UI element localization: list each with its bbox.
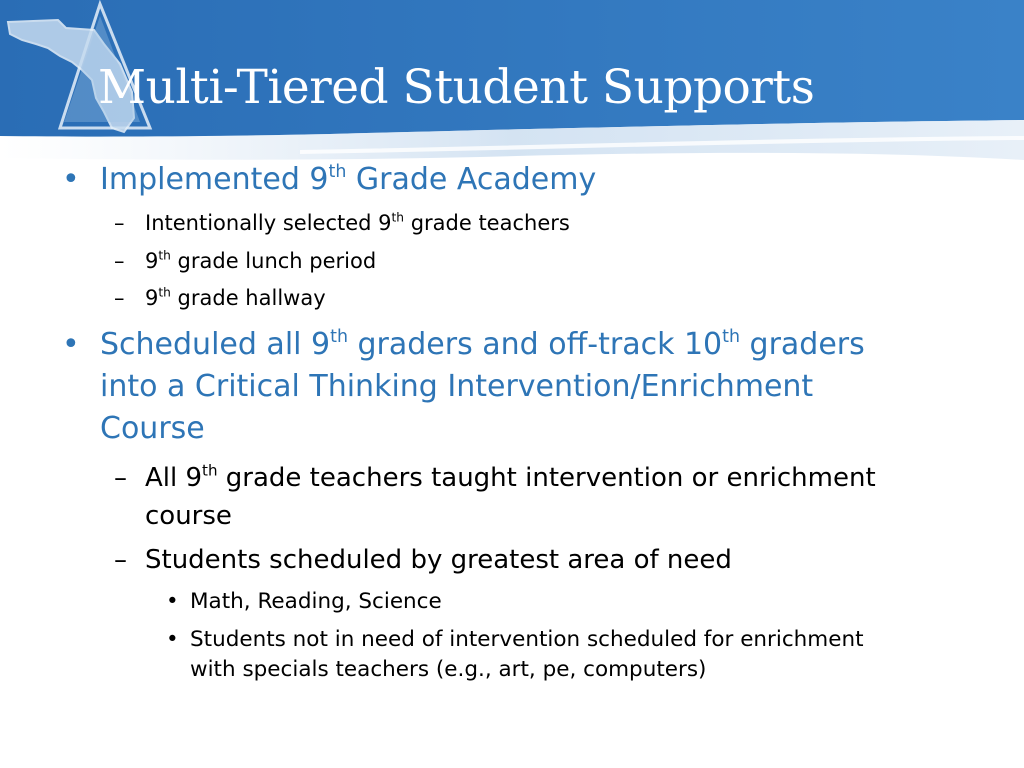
- slide-title: Multi-Tiered Student Supports: [98, 60, 815, 115]
- dash-marker: –: [114, 286, 125, 310]
- sub-bullet-teachers: Intentionally selected 9th grade teachers: [145, 210, 570, 235]
- sub-bullet-greatest-need: Students scheduled by greatest area of need: [145, 545, 732, 575]
- bullet-marker: •: [62, 162, 80, 197]
- bullet-marker: •: [62, 327, 80, 362]
- subsub-bullet-enrichment-line1: Students not in need of intervention scheduled for enrichment: [190, 627, 864, 652]
- sub-bullet-hallway: 9th grade hallway: [145, 285, 326, 310]
- sub-bullet-all-teachers-cont: course: [145, 501, 232, 531]
- dot-marker: •: [166, 589, 179, 614]
- bullet-implemented-academy: Implemented 9th Grade Academy: [100, 161, 597, 197]
- subsub-bullet-subjects: Math, Reading, Science: [190, 589, 442, 614]
- sub-bullet-all-teachers: All 9th grade teachers taught intervention or enrichment: [145, 461, 876, 493]
- dash-marker: –: [114, 545, 127, 575]
- bullet-scheduled-line2: into a Critical Thinking Intervention/Enrichment: [100, 369, 814, 404]
- dash-marker: –: [114, 463, 127, 493]
- sub-bullet-lunch: 9th grade lunch period: [145, 248, 377, 273]
- subsub-bullet-enrichment-line2: with specials teachers (e.g., art, pe, computers): [190, 657, 707, 682]
- bullet-scheduled-line3: Course: [100, 411, 205, 446]
- dot-marker: •: [166, 627, 179, 652]
- dash-marker: –: [114, 211, 125, 235]
- bullet-scheduled-line1: Scheduled all 9th graders and off-track 10th graders: [100, 326, 865, 362]
- dash-marker: –: [114, 249, 125, 273]
